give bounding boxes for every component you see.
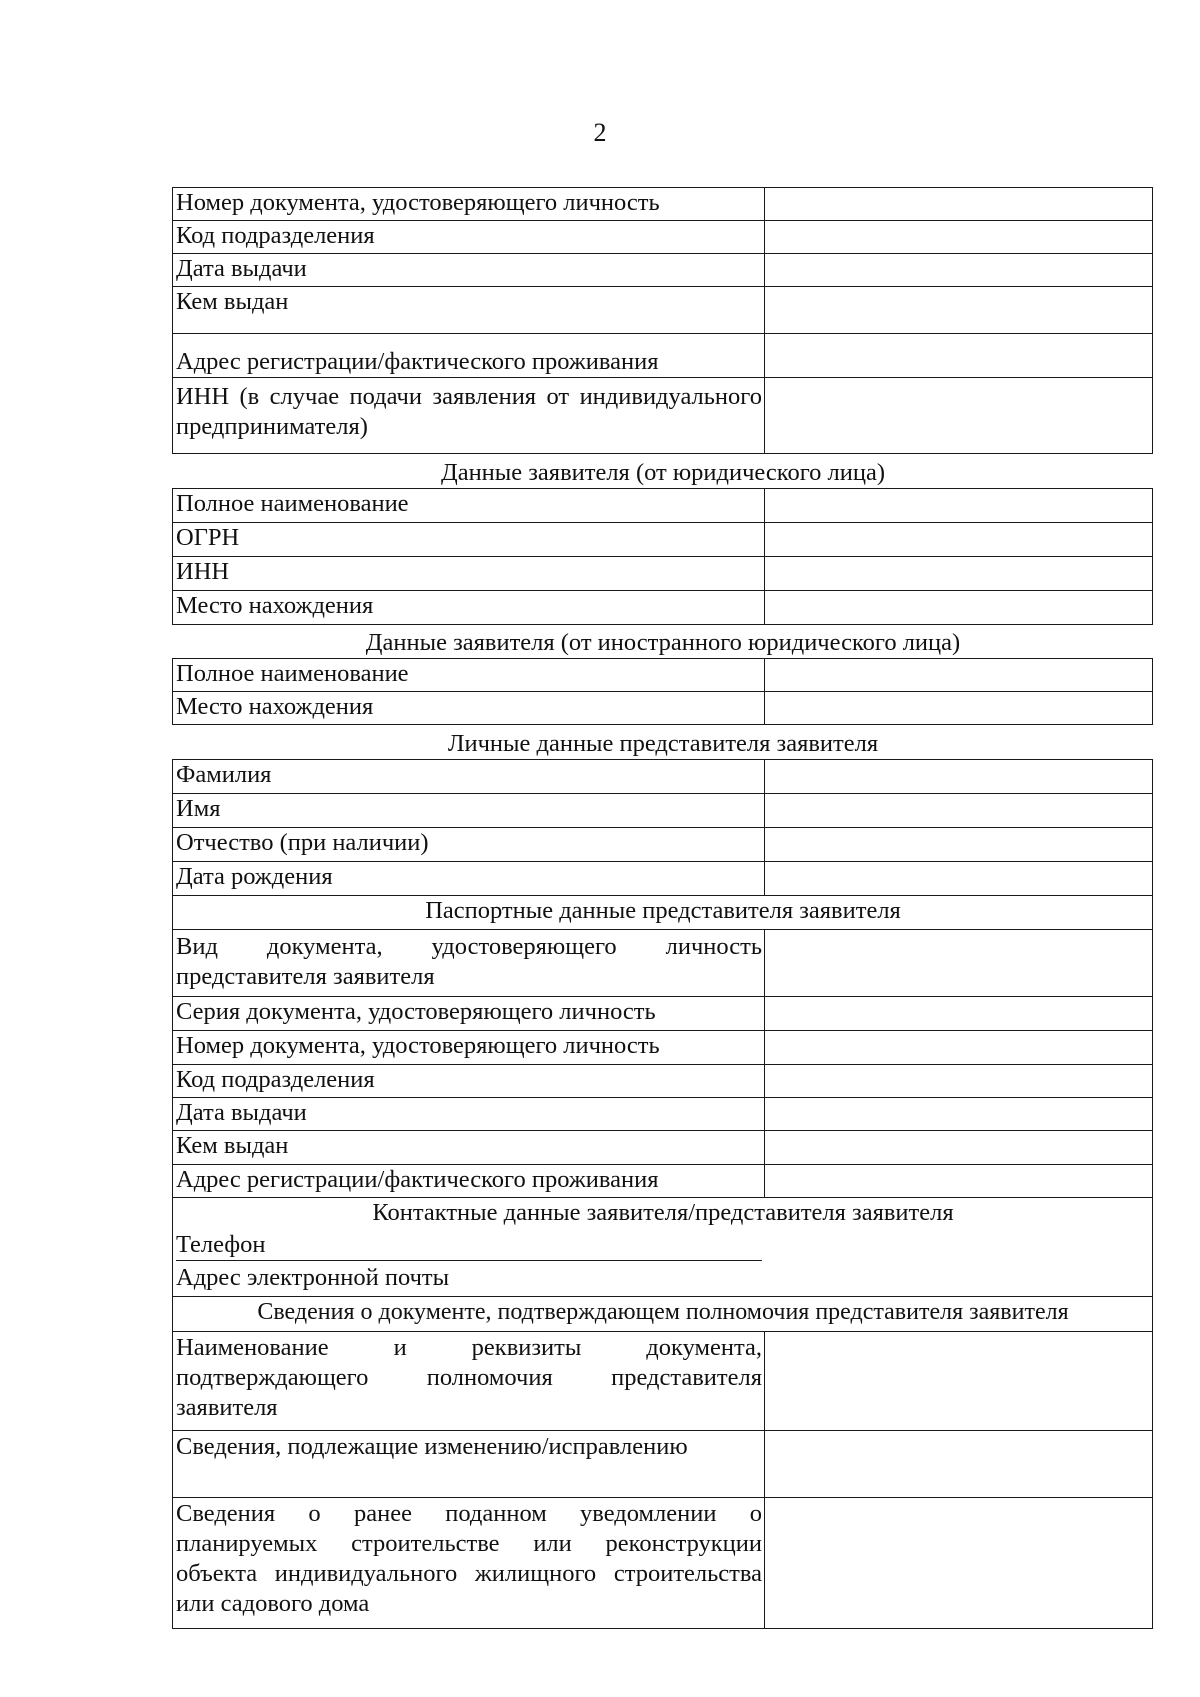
table-row [173,659,1153,692]
table-row [173,997,1153,1031]
field-value-cell[interactable] [765,591,1153,625]
field-label: Дата выдачи [173,254,765,287]
field-value-cell[interactable] [765,930,1153,997]
field-label: Сведения, подлежащие изменению/исправлению [173,1431,765,1498]
field-label: Код подразделения [173,221,765,254]
field-label: Адрес регистрации/фактического проживания [173,1165,765,1198]
field-label: Полное наименование [173,659,765,692]
table-row [173,591,1153,625]
table-row [173,489,1153,523]
field-label: Отчество (при наличии) [173,828,765,862]
foreign-entity-heading: Данные заявителя (от иностранного юридического лица) [173,625,1153,659]
field-label: ИНН [173,557,765,591]
section-heading-row [173,896,1153,930]
field-value-cell[interactable] [765,378,1153,454]
table-row [173,930,1153,997]
representative-personal-heading: Личные данные представителя заявителя [173,725,1153,760]
field-label: Номер документа, удостоверяющего личность [173,1031,765,1065]
field-label: Адрес регистрации/фактического проживания [173,334,765,378]
field-value-cell[interactable] [765,692,1153,725]
table-row [173,1031,1153,1065]
field-label [173,1230,1153,1263]
field-label: Кем выдан [173,1131,765,1165]
table-row [173,254,1153,287]
field-value-cell[interactable] [765,1332,1153,1431]
table-row [173,1263,1153,1297]
section-heading-row [173,1198,1153,1230]
table-row [173,378,1153,454]
table-row [173,1498,1153,1629]
contacts-heading: Контактные данные заявителя/представителя заявителя [173,1198,1153,1230]
field-label: Серия документа, удостоверяющего личность [173,997,765,1031]
section-heading-row [173,625,1153,659]
field-label: Вид документа, удостоверяющего личность представителя заявителя [173,930,765,997]
field-value-cell[interactable] [765,760,1153,794]
table-row [173,1230,1153,1263]
field-value-cell[interactable] [765,659,1153,692]
table-row [173,1098,1153,1131]
field-value-cell[interactable] [765,221,1153,254]
table-row [173,1165,1153,1198]
field-value-cell[interactable] [765,287,1153,334]
table-row [173,523,1153,557]
field-value-cell[interactable] [765,1498,1153,1629]
field-value-cell[interactable] [765,1131,1153,1165]
field-label: Место нахождения [173,591,765,625]
field-label: Номер документа, удостоверяющего личность [173,188,765,221]
section-heading-row [173,454,1153,489]
field-value-cell[interactable] [765,1165,1153,1198]
table-row [173,1332,1153,1431]
field-value-cell[interactable] [765,794,1153,828]
field-value-cell[interactable] [765,523,1153,557]
field-value-cell[interactable] [765,1098,1153,1131]
application-form-table [172,187,1153,1629]
field-value-cell[interactable] [765,1431,1153,1498]
legal-entity-heading: Данные заявителя (от юридического лица) [173,454,1153,489]
field-label: Имя [173,794,765,828]
table-row [173,862,1153,896]
field-value-cell[interactable] [765,334,1153,378]
field-label: Код подразделения [173,1065,765,1098]
field-value-cell[interactable] [765,188,1153,221]
table-row [173,1131,1153,1165]
field-label: Наименование и реквизиты документа, подтверждающего полномочия представителя заявителя [173,1332,765,1431]
field-label: Полное наименование [173,489,765,523]
field-label: Сведения о ранее поданном уведомлении о планируемых строительстве или реконструкции объекта индивидуального жилищного строительства или садового дома [173,1498,765,1629]
field-label: ИНН (в случае подачи заявления от индивидуального предпринимателя) [173,378,765,454]
table-row [173,828,1153,862]
table-row [173,221,1153,254]
table-row [173,760,1153,794]
representative-passport-heading: Паспортные данные представителя заявителя [173,896,1153,930]
field-label: Фамилия [173,760,765,794]
field-value-cell[interactable] [765,862,1153,896]
table-row [173,1065,1153,1098]
field-value-cell[interactable] [765,828,1153,862]
field-value-cell[interactable] [765,557,1153,591]
table-row [173,1431,1153,1498]
field-label: Кем выдан [173,287,765,334]
field-value-cell[interactable] [765,489,1153,523]
table-row [173,557,1153,591]
phone-label: Телефон [176,1230,762,1261]
field-label: Дата выдачи [173,1098,765,1131]
table-row [173,287,1153,334]
table-row [173,692,1153,725]
table-row [173,794,1153,828]
field-value-cell[interactable] [765,997,1153,1031]
field-label: Адрес электронной почты [173,1263,1153,1297]
table-row [173,188,1153,221]
field-label: Дата рождения [173,862,765,896]
field-value-cell[interactable] [765,1065,1153,1098]
field-value-cell[interactable] [765,254,1153,287]
section-heading-row [173,725,1153,760]
field-value-cell[interactable] [765,1031,1153,1065]
table-row [173,334,1153,378]
field-label: ОГРН [173,523,765,557]
field-label: Место нахождения [173,692,765,725]
authority-document-heading: Сведения о документе, подтверждающем полномочия представителя заявителя [173,1297,1153,1332]
page-number: 2 [593,118,607,147]
section-heading-row [173,1297,1153,1332]
